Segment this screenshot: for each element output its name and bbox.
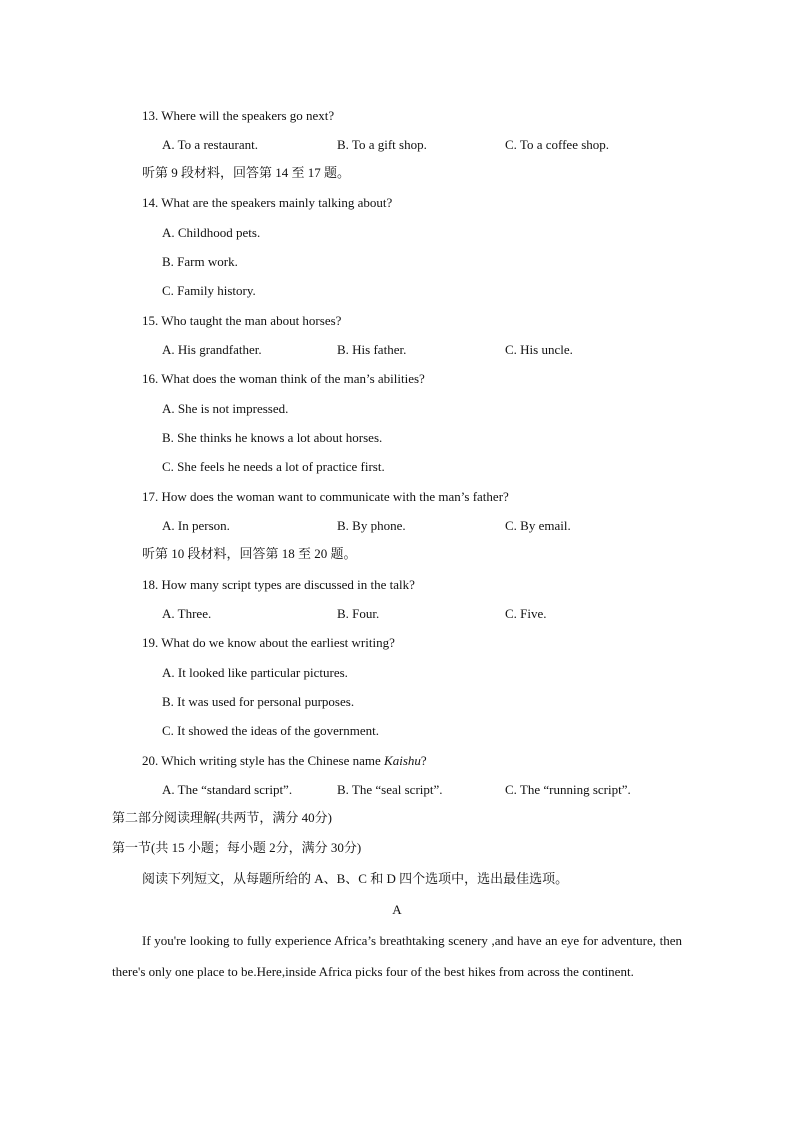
part-2-section-1-heading: 第一节(共 15 小题；每小题 2分，满分 30分) <box>112 840 362 855</box>
question-13: 13. Where will the speakers go next? <box>142 108 335 123</box>
q15-option-a: A. His grandfather. <box>162 342 262 357</box>
question-16: 16. What does the woman think of the man’s abilities? <box>142 371 425 386</box>
q13-option-b: B. To a gift shop. <box>337 137 427 152</box>
q19-option-c: C. It showed the ideas of the government. <box>162 723 379 738</box>
passage-paragraph: If you're looking to fully experience Africa’s breathtaking scenery ,and have an eye for adventure, then there's only one place to be.Here,inside Africa picks four of the best hikes from across the continent. <box>112 933 682 979</box>
q14-option-c: C. Family history. <box>162 283 256 298</box>
q18-option-a: A. Three. <box>162 606 212 621</box>
q19-option-b: B. It was used for personal purposes. <box>162 694 355 709</box>
q13-option-c: C. To a coffee shop. <box>505 137 610 152</box>
q17-option-b: B. By phone. <box>337 518 406 533</box>
q15-option-b: B. His father. <box>337 342 407 357</box>
question-20 <box>142 754 427 767</box>
q15-option-c: C. His uncle. <box>505 342 573 357</box>
reading-instruction: 阅读下列短文，从每题所给的 A、B、C 和 D 四个选项中，选出最佳选项。 <box>142 871 569 886</box>
q18-option-b: B. Four. <box>337 606 380 621</box>
q14-option-a: A. Childhood pets. <box>162 225 261 240</box>
q13-option-a: A. To a restaurant. <box>162 137 258 152</box>
question-20-italic-term: Kaishu <box>384 753 421 768</box>
q16-option-b: B. She thinks he knows a lot about horses. <box>162 430 383 445</box>
passage-letter: A <box>392 902 402 917</box>
q20-option-a: A. The “standard script”. <box>162 782 293 797</box>
question-19: 19. What do we know about the earliest writing? <box>142 635 395 650</box>
section-10-instruction: 听第 10 段材料，回答第 18 至 20 题。 <box>142 546 357 561</box>
q20-option-b: B. The “seal script”. <box>337 782 443 797</box>
section-9-instruction: 听第 9 段材料，回答第 14 至 17 题。 <box>142 165 351 180</box>
question-14: 14. What are the speakers mainly talking about? <box>142 195 393 210</box>
q16-option-a: A. She is not impressed. <box>162 401 289 416</box>
q16-option-c: C. She feels he needs a lot of practice first. <box>162 459 385 474</box>
q18-option-c: C. Five. <box>505 606 547 621</box>
question-20-mark: ? <box>420 753 427 768</box>
question-18: 18. How many script types are discussed in the talk? <box>142 577 415 592</box>
part-2-heading: 第二部分阅读理解(共两节，满分 40分) <box>112 810 332 825</box>
question-17: 17. How does the woman want to communicate with the man’s father? <box>142 489 509 504</box>
q17-option-c: C. By email. <box>505 518 571 533</box>
q17-option-a: A. In person. <box>162 518 230 533</box>
question-20-text: 20. Which writing style has the Chinese name <box>142 753 385 768</box>
q14-option-b: B. Farm work. <box>162 254 238 269</box>
question-15: 15. Who taught the man about horses? <box>142 313 342 328</box>
q19-option-a: A. It looked like particular pictures. <box>162 665 348 680</box>
q20-option-c: C. The “running script”. <box>505 782 631 797</box>
